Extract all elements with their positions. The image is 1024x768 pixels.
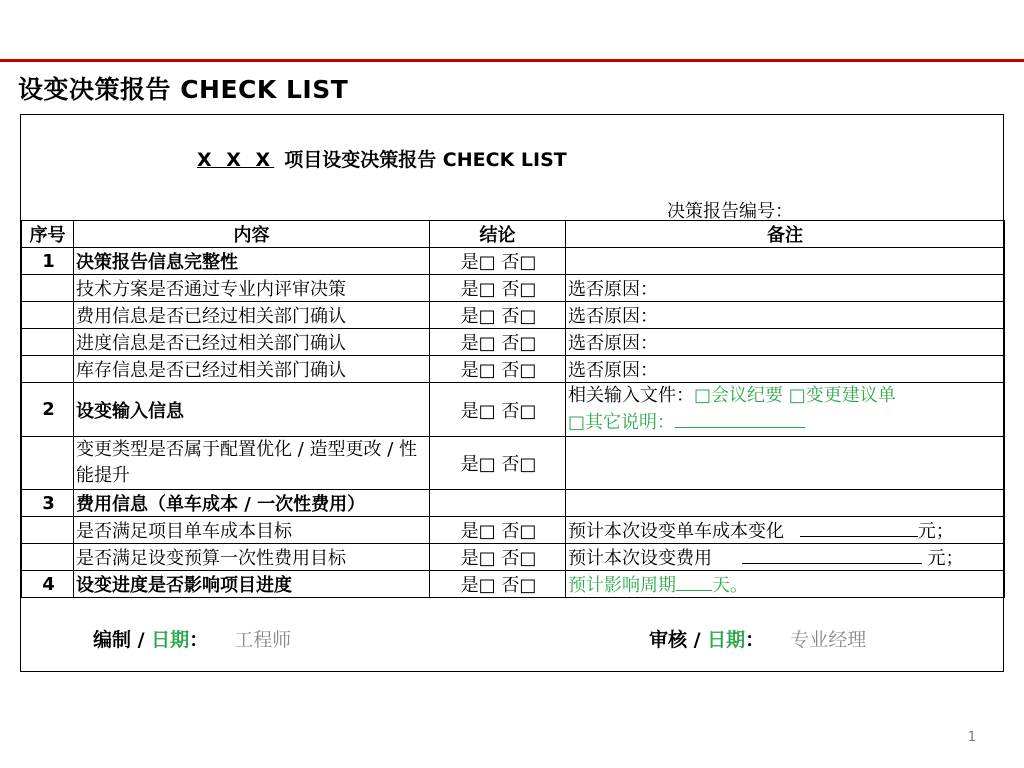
row-number: 4 bbox=[22, 571, 74, 598]
row-remark bbox=[566, 437, 1005, 490]
form-title bbox=[197, 145, 567, 172]
table-row bbox=[22, 383, 1005, 437]
row-content: 技术方案是否通过专业内评审决策 bbox=[74, 275, 430, 302]
slide-title: 设变决策报告 CHECK LIST bbox=[18, 75, 349, 104]
row-conclusion bbox=[430, 490, 566, 517]
row-remark: 选否原因： bbox=[566, 356, 1005, 383]
report-number-label: 决策报告编号： bbox=[667, 201, 793, 222]
reviewed-colon: ： bbox=[745, 629, 765, 651]
reviewed-by bbox=[649, 625, 866, 652]
row-number bbox=[22, 437, 74, 490]
yes-no-checkbox[interactable]: 是□ 否□ bbox=[430, 248, 566, 275]
row-number bbox=[22, 302, 74, 329]
header-no: 序号 bbox=[22, 221, 74, 248]
row-remark: 选否原因： bbox=[566, 329, 1005, 356]
header-content: 内容 bbox=[74, 221, 430, 248]
page-number: 1 bbox=[967, 730, 976, 745]
input-files-label: 相关输入文件： bbox=[568, 385, 694, 406]
prepared-by-value[interactable]: 工程师 bbox=[234, 629, 292, 651]
row-content: 是否满足项目单车成本目标 bbox=[74, 517, 430, 544]
reviewed-by-value[interactable]: 专业经理 bbox=[790, 629, 867, 651]
impact-period-blank[interactable] bbox=[676, 572, 712, 591]
cost-change-label: 预计本次设变单车成本变化 bbox=[568, 521, 784, 542]
cost-change-unit: 元； bbox=[917, 521, 954, 542]
row-number bbox=[22, 544, 74, 571]
prepared-date-label: 日期 bbox=[151, 629, 190, 651]
input-files-options[interactable]: □会议纪要 □变更建议单 bbox=[694, 385, 896, 406]
row-content: 费用信息（单车成本 / 一次性费用） bbox=[74, 490, 430, 517]
row-remark bbox=[566, 544, 1005, 571]
row-content: 设变输入信息 bbox=[74, 383, 430, 437]
row-remark bbox=[566, 571, 1005, 598]
table-row bbox=[22, 356, 1005, 383]
table-row bbox=[22, 248, 1005, 275]
row-content: 库存信息是否已经过相关部门确认 bbox=[74, 356, 430, 383]
table-row bbox=[22, 571, 1005, 598]
row-content: 费用信息是否已经过相关部门确认 bbox=[74, 302, 430, 329]
row-number: 1 bbox=[22, 248, 74, 275]
prepared-by-label: 编制 / bbox=[93, 629, 152, 651]
table-header-row bbox=[22, 221, 1005, 248]
yes-no-checkbox[interactable]: 是□ 否□ bbox=[430, 275, 566, 302]
table-row bbox=[22, 517, 1005, 544]
prepared-by bbox=[93, 625, 291, 652]
header-conclusion: 结论 bbox=[430, 221, 566, 248]
prepared-colon: ： bbox=[189, 629, 209, 651]
row-remark: 选否原因： bbox=[566, 275, 1005, 302]
yes-no-checkbox[interactable]: 是□ 否□ bbox=[430, 356, 566, 383]
row-remark bbox=[566, 248, 1005, 275]
row-remark bbox=[566, 490, 1005, 517]
yes-no-checkbox[interactable]: 是□ 否□ bbox=[430, 437, 566, 490]
impact-period-unit: 天。 bbox=[712, 575, 748, 596]
row-remark bbox=[566, 517, 1005, 544]
row-number bbox=[22, 517, 74, 544]
table-row bbox=[22, 437, 1005, 490]
yes-no-checkbox[interactable]: 是□ 否□ bbox=[430, 544, 566, 571]
header-red-line bbox=[0, 59, 1024, 62]
form-title-text: 项目设变决策报告 CHECK LIST bbox=[284, 149, 567, 171]
other-notes-option[interactable]: □其它说明： bbox=[568, 412, 676, 433]
row-content: 变更类型是否属于配置优化 / 造型更改 / 性能提升 bbox=[74, 437, 430, 490]
yes-no-checkbox[interactable]: 是□ 否□ bbox=[430, 383, 566, 437]
header-remark: 备注 bbox=[566, 221, 1005, 248]
fee-label: 预计本次设变费用 bbox=[568, 548, 712, 569]
row-content: 进度信息是否已经过相关部门确认 bbox=[74, 329, 430, 356]
table-row bbox=[22, 275, 1005, 302]
row-number: 3 bbox=[22, 490, 74, 517]
other-notes-blank[interactable] bbox=[675, 409, 805, 428]
row-number: 2 bbox=[22, 383, 74, 437]
fee-blank[interactable] bbox=[742, 545, 922, 564]
fee-unit: 元； bbox=[927, 548, 964, 569]
yes-no-checkbox[interactable]: 是□ 否□ bbox=[430, 302, 566, 329]
row-content: 是否满足设变预算一次性费用目标 bbox=[74, 544, 430, 571]
reviewed-date-label: 日期 bbox=[707, 629, 746, 651]
yes-no-checkbox[interactable]: 是□ 否□ bbox=[430, 571, 566, 598]
row-remark: 选否原因： bbox=[566, 302, 1005, 329]
checklist-table bbox=[21, 220, 1005, 598]
yes-no-checkbox[interactable]: 是□ 否□ bbox=[430, 517, 566, 544]
table-row bbox=[22, 490, 1005, 517]
reviewed-by-label: 审核 / bbox=[649, 629, 708, 651]
table-row bbox=[22, 302, 1005, 329]
row-number bbox=[22, 356, 74, 383]
yes-no-checkbox[interactable]: 是□ 否□ bbox=[430, 329, 566, 356]
row-number bbox=[22, 329, 74, 356]
impact-period-label: 预计影响周期 bbox=[568, 575, 676, 596]
project-placeholder: X X X bbox=[197, 149, 275, 171]
row-content: 决策报告信息完整性 bbox=[74, 248, 430, 275]
row-number bbox=[22, 275, 74, 302]
table-row bbox=[22, 544, 1005, 571]
checklist-form bbox=[20, 114, 1004, 672]
row-content: 设变进度是否影响项目进度 bbox=[74, 571, 430, 598]
table-row bbox=[22, 329, 1005, 356]
row-remark bbox=[566, 383, 1005, 437]
cost-change-blank[interactable] bbox=[800, 518, 918, 537]
